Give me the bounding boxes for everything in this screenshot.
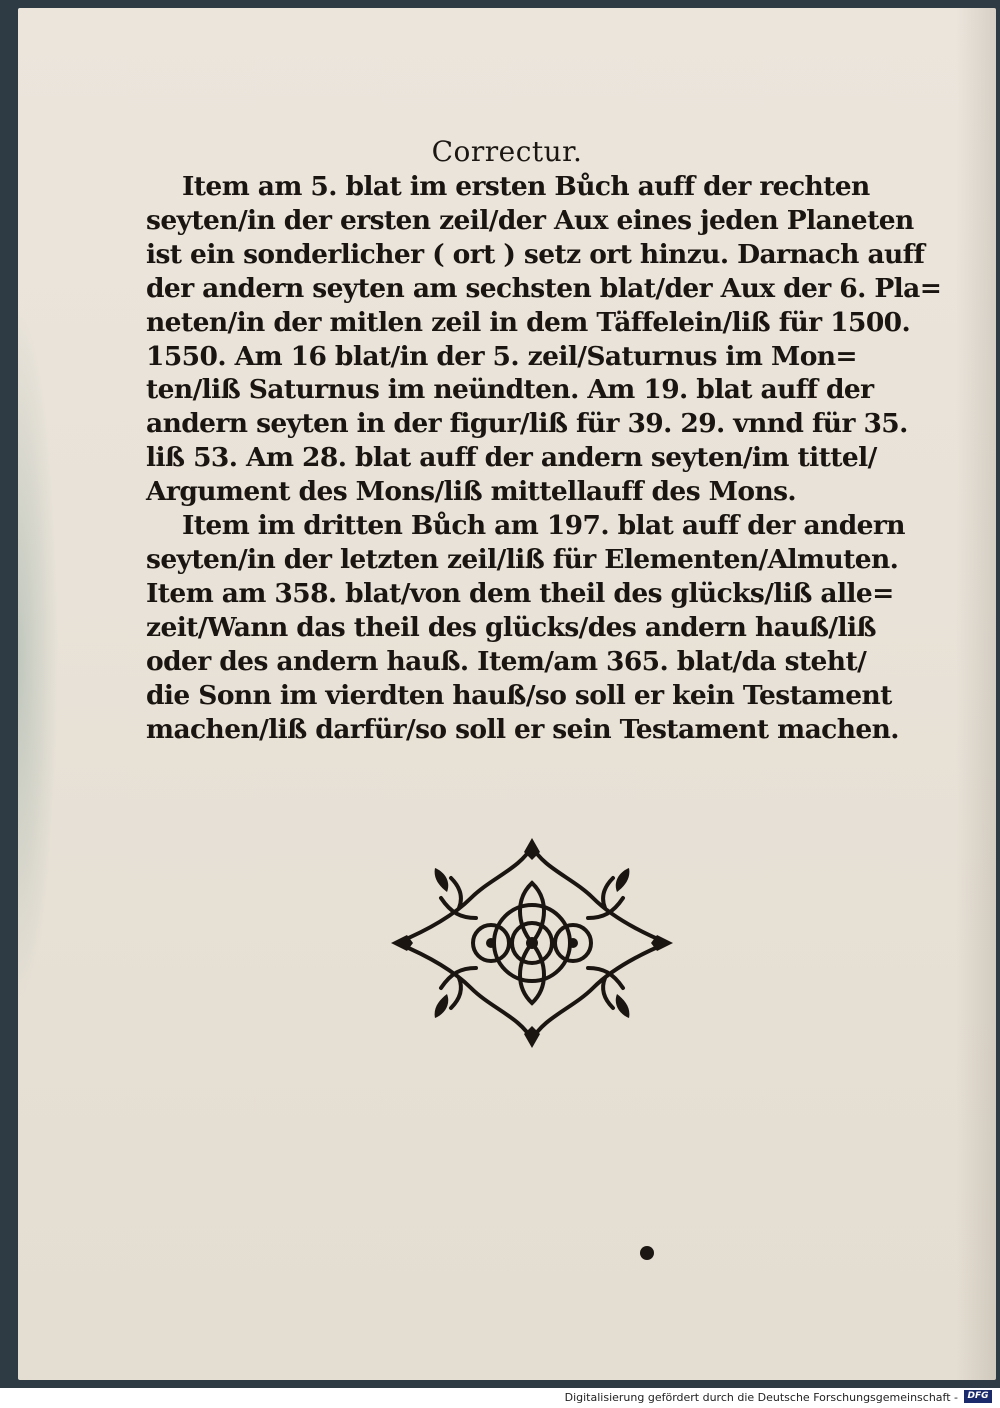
text-line: der andern seyten am sechsten blat/der Aux der 6. Pla= bbox=[146, 272, 942, 304]
fleuron-ornament-icon bbox=[391, 838, 673, 1048]
text-line: machen/liß darfür/so soll er sein Testament machen. bbox=[146, 713, 899, 745]
water-stain bbox=[18, 308, 58, 1008]
dfg-logo: DFG bbox=[964, 1390, 992, 1403]
correction-text bbox=[146, 170, 942, 746]
text-line: Argument des Mons/liß mittellauff des Mons. bbox=[146, 476, 797, 508]
text-line: andern seyten in der figur/liß für 39. 29. vnnd für 35. bbox=[146, 408, 908, 440]
text-line: Item im dritten Bůch am 197. blat auff der andern bbox=[182, 510, 905, 542]
text-line: die Sonn im vierdten hauß/so soll er kein Testament bbox=[146, 679, 892, 711]
text-line: liß 53. Am 28. blat auff der andern seyten/im tittel/ bbox=[146, 442, 877, 474]
book-page bbox=[18, 8, 996, 1380]
text-line: seyten/in der letzten zeil/liß für Elementen/Almuten. bbox=[146, 543, 899, 575]
text-line: zeit/Wann das theil des glücks/des andern hauß/liß bbox=[146, 611, 876, 643]
text-line: seyten/in der ersten zeil/der Aux eines jeden Planeten bbox=[146, 204, 914, 236]
text-line: 1550. Am 16 blat/in der 5. zeil/Saturnus im Mon= bbox=[146, 340, 858, 372]
text-line: ten/liß Saturnus im neündten. Am 19. blat auff der bbox=[146, 374, 874, 406]
text-line: Item am 5. blat im ersten Bůch auff der rechten bbox=[182, 171, 870, 202]
text-line: ist ein sonderlicher ( ort ) setz ort hinzu. Darnach auff bbox=[146, 238, 925, 270]
text-line: Item am 358. blat/von dem theil des glücks/liß alle= bbox=[146, 577, 894, 609]
ink-dot bbox=[640, 1246, 654, 1260]
digitization-credit: Digitalisierung gefördert durch die Deutsche Forschungsgemeinschaft - bbox=[564, 1391, 958, 1404]
text-line: neten/in der mitlen zeil in dem Täffelein/liß für 1500. bbox=[146, 306, 911, 338]
page-heading: Correctur. bbox=[431, 135, 583, 168]
text-line: oder des andern hauß. Item/am 365. blat/da steht/ bbox=[146, 645, 867, 677]
